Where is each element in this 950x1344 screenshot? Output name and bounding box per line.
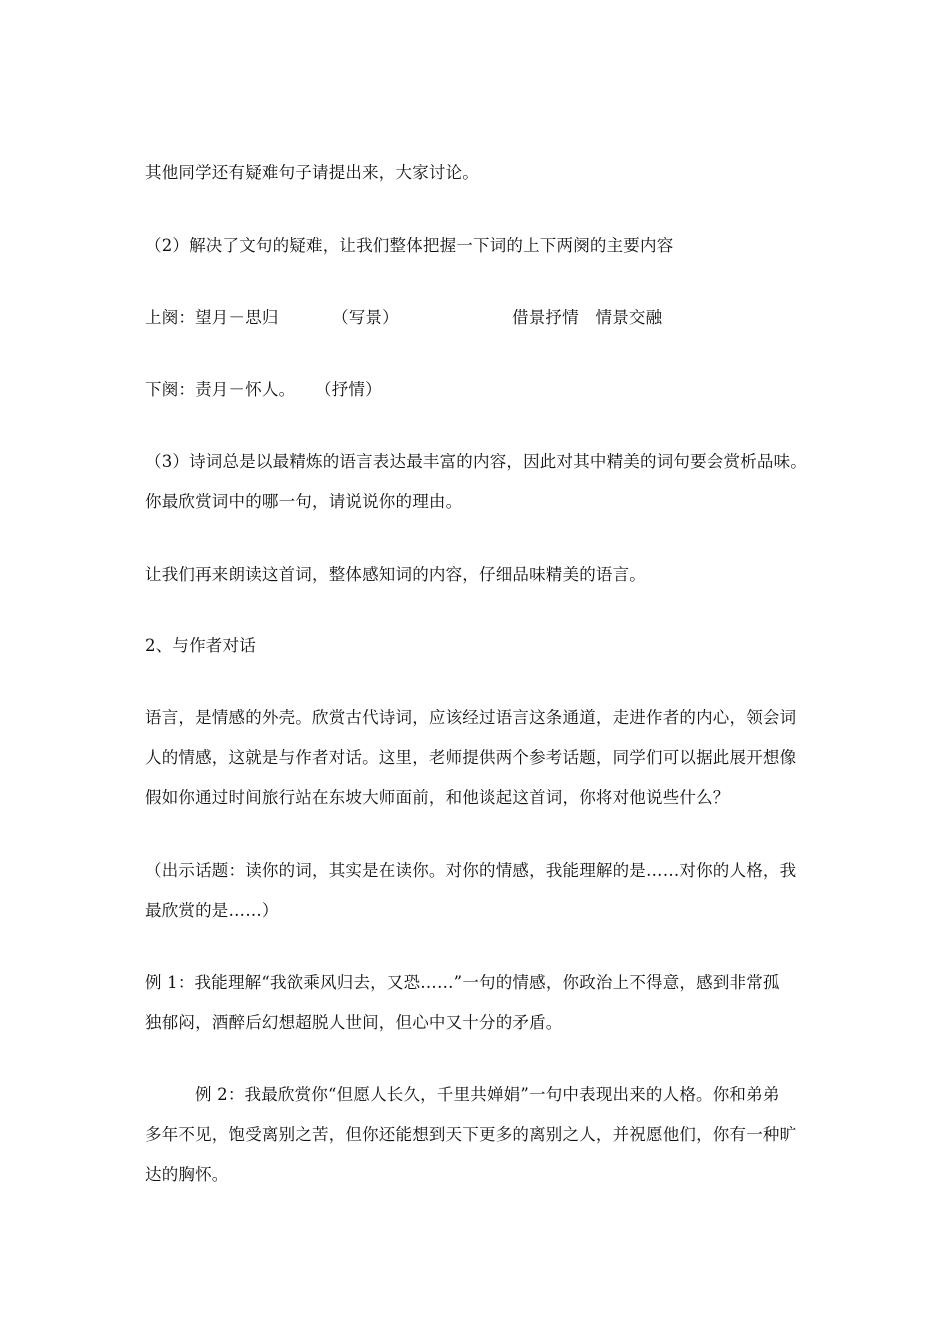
paragraph-discussion: 其他同学还有疑难句子请提出来，大家讨论。 <box>145 163 479 182</box>
paragraph-language-line-3: 假如你通过时间旅行站在东坡大师面前，和他谈起这首词，你将对他说些什么？ <box>145 788 730 807</box>
paragraph-language-line-1: 语言，是情感的外壳。欣赏古代诗词，应该经过语言这条通道，走进作者的内心，领会词 <box>145 708 797 727</box>
example-1-line-2: 独郁闷，酒醉后幻想超脱人世间，但心中又十分的矛盾。 <box>145 1013 563 1032</box>
lower-stanza-type: （抒情） <box>315 380 382 399</box>
paragraph-step-3-line-2: 你最欣赏词中的哪一句，请说说你的理由。 <box>145 492 463 511</box>
example-2-line-1: 例 2：我最欣赏你“但愿人长久，千里共婵娟”一句中表现出来的人格。你和弟弟 <box>195 1085 780 1104</box>
example-2-line-3: 达的胸怀。 <box>145 1165 229 1184</box>
example-1-line-1: 例 1：我能理解“我欲乘风归去，又恐……”一句的情感，你政治上不得意，感到非常孤 <box>145 973 780 992</box>
paragraph-language-line-2: 人的情感，这就是与作者对话。这里，老师提供两个参考话题，同学们可以据此展开想像 <box>145 748 797 767</box>
row-lower-stanza <box>145 380 845 400</box>
paragraph-step-3-line-1: （3）诗词总是以最精炼的语言表达最丰富的内容，因此对其中精美的词句要会赏析品味。 <box>145 452 807 471</box>
paragraph-step-2: （2）解决了文句的疑难，让我们整体把握一下词的上下两阕的主要内容 <box>145 236 674 255</box>
upper-stanza-label: 上阕：望月－思归 <box>145 308 279 327</box>
row-upper-stanza <box>145 308 845 328</box>
example-2-line-2: 多年不见，饱受离别之苦，但你还能想到天下更多的离别之人，并祝愿他们，你有一种旷 <box>145 1125 797 1144</box>
upper-stanza-type: （写景） <box>332 308 399 327</box>
upper-stanza-technique: 借景抒情 情景交融 <box>512 308 663 327</box>
lower-stanza-label: 下阕：责月－怀人。 <box>145 380 296 399</box>
paragraph-topic-line-2: 最欣赏的是……） <box>145 901 279 920</box>
paragraph-read-again: 让我们再来朗读这首词，整体感知词的内容，仔细品味精美的语言。 <box>145 565 646 584</box>
paragraph-topic-line-1: （出示话题：读你的词，其实是在读你。对你的情感，我能理解的是……对你的人格，我 <box>145 861 797 880</box>
section-heading-dialogue: 2、与作者对话 <box>145 636 256 655</box>
